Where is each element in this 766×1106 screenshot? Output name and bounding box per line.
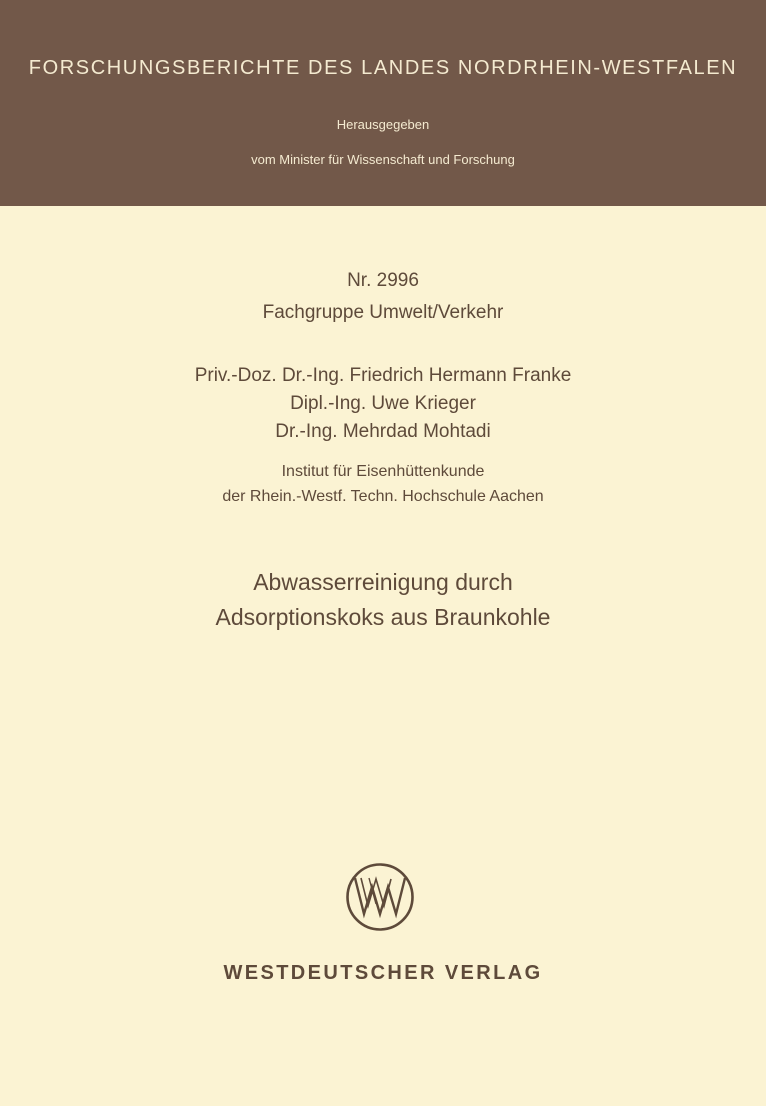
book-title-line-1: Abwasserreinigung durch	[253, 569, 513, 595]
publisher-logo-icon	[345, 862, 415, 932]
institute-line-2: der Rhein.-Westf. Techn. Hochschule Aachen	[222, 488, 544, 505]
editor-label: Herausgegeben	[336, 117, 430, 132]
editor-name: vom Minister für Wissenschaft und Forschung	[251, 152, 515, 167]
subject-group: Fachgruppe Umwelt/Verkehr	[262, 302, 504, 323]
institute-line-1: Institut für Eisenhüttenkunde	[281, 463, 485, 480]
author-1: Priv.-Doz. Dr.-Ing. Friedrich Hermann Franke	[194, 365, 572, 386]
series-header-band	[0, 0, 766, 206]
book-title-line-2: Adsorptionskoks aus Braunkohle	[215, 604, 551, 630]
report-number: Nr. 2996	[347, 270, 419, 291]
author-3: Dr.-Ing. Mehrdad Mohtadi	[275, 421, 491, 442]
series-title: FORSCHUNGSBERICHTE DES LANDES NORDRHEIN-WESTFALEN	[28, 57, 738, 79]
author-2: Dipl.-Ing. Uwe Krieger	[290, 393, 476, 414]
publisher-name: WESTDEUTSCHER VERLAG	[223, 962, 543, 984]
